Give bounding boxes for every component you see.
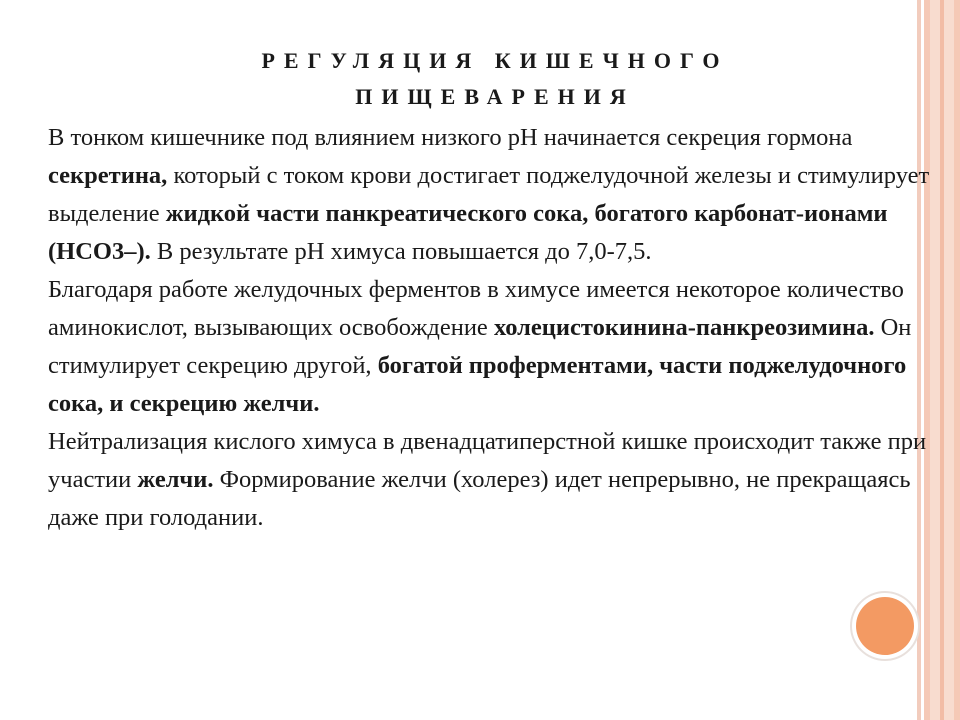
- slide-body: [48, 119, 948, 537]
- bold-term: желчи.: [137, 466, 214, 493]
- text-run: В результате рН химуса повышается до 7,0-7,5.: [150, 238, 652, 265]
- text-run: Он стимулирует секрецию другой,: [48, 314, 912, 379]
- text-run: Нейтрализация кислого химуса в двенадцатиперстной кишке происходит также при участии: [48, 428, 927, 493]
- bold-term: жидкой части панкреатического сока, богатого карбонат-ионами (НСО3–).: [48, 200, 888, 265]
- title-line-1: РЕГУЛЯЦИЯ КИШЕЧНОГО: [261, 48, 729, 73]
- bold-term: секретина,: [48, 162, 168, 189]
- slide-title: [0, 43, 960, 115]
- text-run: который с током крови достигает поджелудочной железы и стимулирует выделение: [48, 162, 930, 227]
- bold-term: холецистокинина-панкреозимина.: [493, 314, 875, 341]
- paragraph: [48, 271, 948, 423]
- paragraph: [48, 119, 948, 271]
- text-run: В тонком кишечнике под влиянием низкого рН начинается секреция гормона: [48, 124, 853, 151]
- text-run: Формирование желчи (холерез) идет непрерывно, не прекращаясь даже при голодании.: [48, 466, 911, 531]
- decorative-circle: [856, 597, 914, 655]
- text-run: Благодаря работе желудочных ферментов в химусе имеется некоторое количество аминокислот, вызывающих освобождение: [48, 276, 904, 341]
- paragraph: [48, 423, 948, 537]
- bold-term: богатой проферментами, части поджелудочного сока, и секрецию желчи.: [48, 352, 907, 417]
- title-line-2: ПИЩЕВАРЕНИЯ: [355, 84, 635, 109]
